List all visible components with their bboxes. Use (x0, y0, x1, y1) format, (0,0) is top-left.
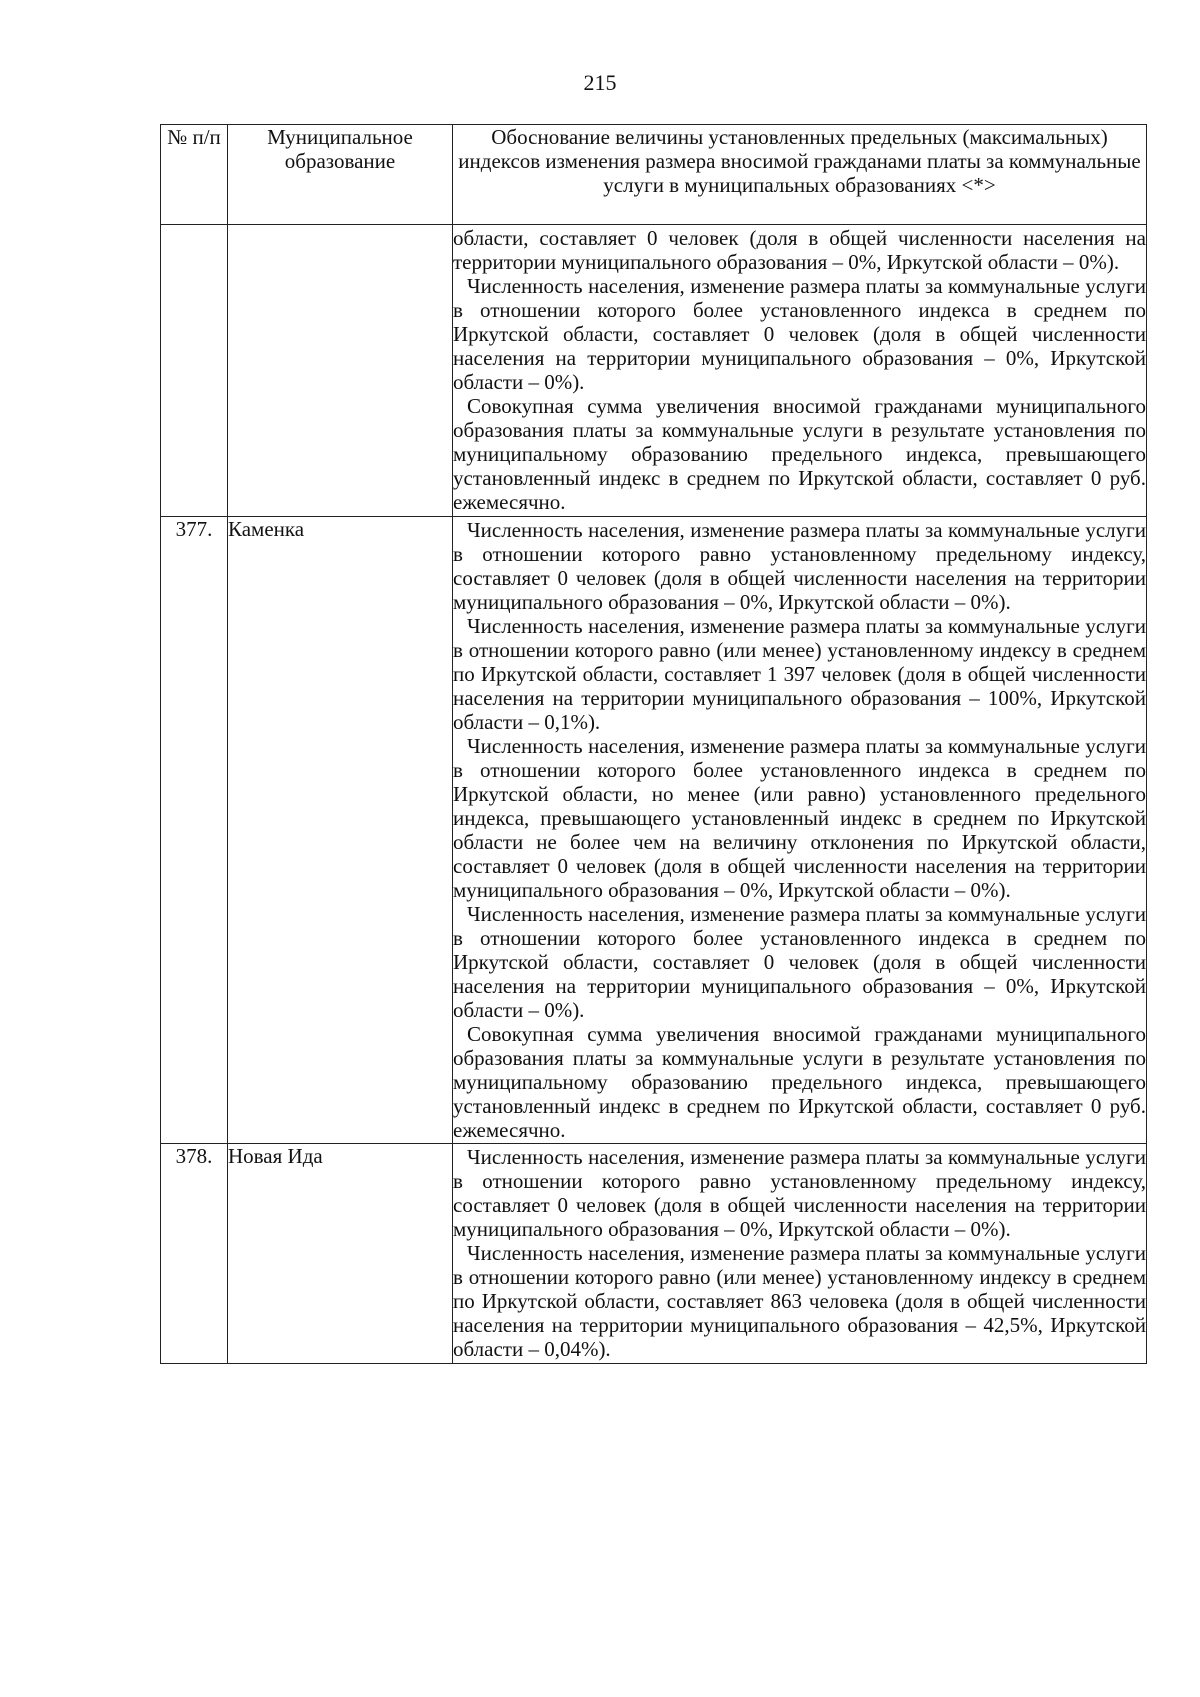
header-justification: Обоснование величины установленных предельных (максимальных) индексов изменения размера вносимой гражданами платы за коммунальные услуги в муниципальных образованиях <*> (453, 125, 1147, 225)
paragraph: Численность населения, изменение размера платы за коммунальные услуги в отношении которого более установленного индекса в среднем по Иркутской области, составляет 0 человек (доля в общей численности населения на территории муниципального образования – 0%, Иркутской области – 0%). (453, 274, 1146, 394)
paragraph: Численность населения, изменение размера платы за коммунальные услуги в отношении которого равно (или менее) установленному индексу в среднем по Иркутской области, составляет 863 человека (доля в общей численности населения на территории муниципального образования – 42,5%, Иркутской области – 0,04%). (453, 1241, 1146, 1361)
paragraph: Численность населения, изменение размера платы за коммунальные услуги в отношении которого более установленного индекса в среднем по Иркутской области, но менее (или равно) установленного предельного индекса, превышающего установленный индекс в среднем по Иркутской области не более чем на величину отклонения по Иркутской области, составляет 0 человек (доля в общей численности населения на территории муниципального образования – 0%, Иркутской области – 0%). (453, 734, 1146, 902)
paragraph: Численность населения, изменение размера платы за коммунальные услуги в отношении которого равно (или менее) установленному индексу в среднем по Иркутской области, составляет 1 397 человек (доля в общей численности населения на территории муниципального образования – 100%, Иркутской области – 0,1%). (453, 614, 1146, 734)
row-justification (453, 517, 1147, 1144)
table-row (161, 517, 1147, 1144)
row-number: 378. (161, 1144, 228, 1364)
row-municipality (228, 225, 453, 517)
header-num: № п/п (161, 125, 228, 225)
row-number: 377. (161, 517, 228, 1144)
paragraph: Совокупная сумма увеличения вносимой гражданами муниципального образования платы за коммунальные услуги в результате установления по муниципальному образованию предельного индекса, превышающего установленный индекс в среднем по Иркутской области, составляет 0 руб. ежемесячно. (453, 394, 1146, 514)
tariff-index-table (160, 124, 1147, 1364)
table-row (161, 225, 1147, 517)
row-municipality: Каменка (228, 517, 453, 1144)
page-number: 215 (583, 70, 617, 95)
paragraph: Численность населения, изменение размера платы за коммунальные услуги в отношении которого равно установленному предельному индексу, составляет 0 человек (доля в общей численности населения на территории муниципального образования – 0%, Иркутской области – 0%). (453, 1145, 1146, 1241)
table-header-row (161, 125, 1147, 225)
row-number (161, 225, 228, 517)
paragraph: Численность населения, изменение размера платы за коммунальные услуги в отношении которого равно установленному предельному индексу, составляет 0 человек (доля в общей численности населения на территории муниципального образования – 0%, Иркутской области – 0%). (453, 518, 1146, 614)
paragraph: Совокупная сумма увеличения вносимой гражданами муниципального образования платы за коммунальные услуги в результате установления по муниципальному образованию предельного индекса, превышающего установленный индекс в среднем по Иркутской области, составляет 0 руб. ежемесячно. (453, 1022, 1146, 1142)
paragraph: Численность населения, изменение размера платы за коммунальные услуги в отношении которого более установленного индекса в среднем по Иркутской области, составляет 0 человек (доля в общей численности населения на территории муниципального образования – 0%, Иркутской области – 0%). (453, 902, 1146, 1022)
row-justification (453, 225, 1147, 517)
table-row (161, 1144, 1147, 1364)
header-municipality: Муниципальное образование (228, 125, 453, 225)
row-municipality: Новая Ида (228, 1144, 453, 1364)
row-justification (453, 1144, 1147, 1364)
paragraph: области, составляет 0 человек (доля в общей численности населения на территории муниципального образования – 0%, Иркутской области – 0%). (453, 226, 1146, 274)
